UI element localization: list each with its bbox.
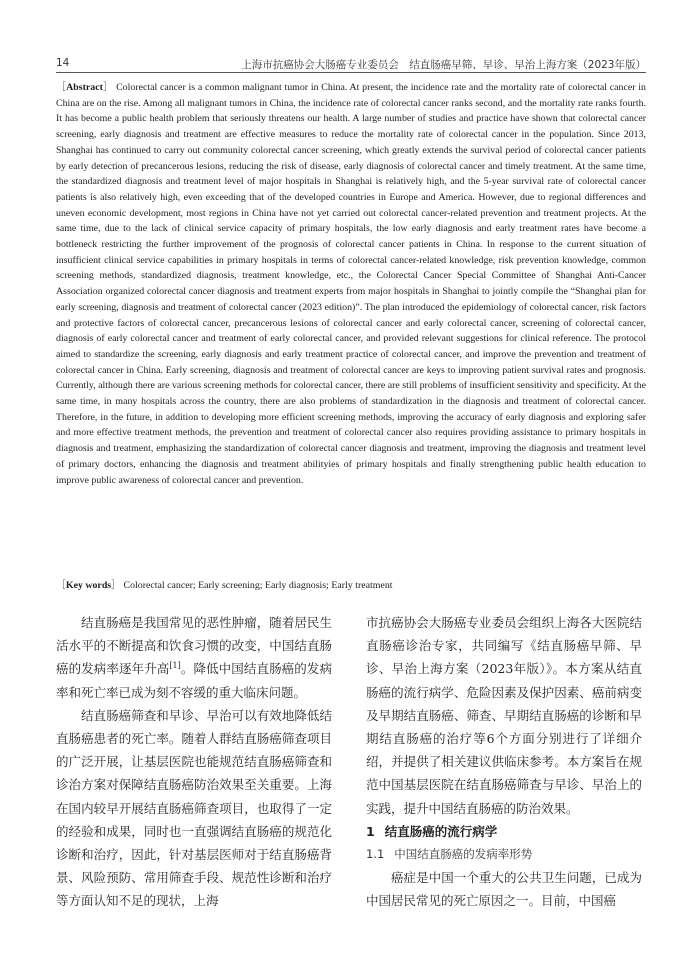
intro-paragraph-1: 结直肠癌是我国常见的恶性肿瘤，随着居民生活水平的不断提高和饮食习惯的改变，中国结直肠癌的发病率逐年升高[1]。降低中国结直肠癌的发病率和死亡率已成为刻不容缓的重大临床问题。 [56, 615, 332, 700]
keywords-block: ［Key words］ Colorectal cancer; Early screening; Early diagnosis; Early treatment [56, 580, 393, 591]
intro-paragraph-2: 结直肠癌筛查和早诊、早治可以有效地降低结直肠癌患者的死亡率。随着人群结直肠癌筛查项目的广泛开展，让基层医院也能规范结直肠癌筛查和诊治方案对保障结直肠癌防治效果至关重要。上海在国内较早开展结直肠癌筛查项目，也取得了一定的经验和成果，同时也一直强调结直肠癌的规范化诊断和治疗，因此，针对基层医师对于结直肠癌背景、风险预防、常用筛查手段、规范性诊断和治疗等方面认知不足的现状，上海 [56, 707, 332, 909]
section-heading-1: 1 结直肠癌的流行病学 [366, 823, 498, 839]
page-number: 14 [56, 57, 70, 69]
abstract-text: Colorectal cancer is a common malignant tumor in China. At present, the incidence rate and the mortality rate of colorectal cancer in China are on the rise. Among all malignant tumors in China, the incidence rate of colorectal cancer ranks second, and the mortality rate ranks fourth. It has become a public health problem that seriously threatens our health. A large number of studies and practice have shown that colorectal cancer screening, early diagnosis and treatment are effective measures to reduce the mortality rate of colorectal cancer in the population. Since 2013, Shanghai has continued to carry out community colorectal cancer screening, which greatly extends the survival period of colorectal cancer patients by early detection of precancerous lesions, reducing the risk of disease, early diagnosis of colorectal cancer and timely treatment. At the same time, the standardized diagnosis and treatment level of major hospitals in Shanghai is relatively high, and the 5-year survival rate of colorectal cancer patients is also relatively high, even exceeding that of the developed countries in Europe and America. However, due to regional differences and uneven economic development, most regions in China have not yet carried out colorectal cancer-related prevention and treatment projects. At the same time, due to the lack of clinical service capacity of primary hospitals, the low early diagnosis and early treatment rates have become a bottleneck restricting the further improvement of the prognosis of colorectal cancer patients in China. In response to the current situation of insufficient clinical service capabilities in primary hospitals in terms of colorectal cancer-related knowledge, risk prevention knowledge, common screening methods, standardized diagnosis, treatment knowledge, etc., the Colorectal Cancer Special Committee of Shanghai Anti-Cancer Association organized colorectal cancer diagnosis and treatment experts from major hospitals in Shanghai to jointly compile the “Shanghai plan for early screening, diagnosis and treatment of colorectal cancer (2023 edition)”. The plan introduced the epidemiology of colorectal cancer, risk factors and protective factors of colorectal cancer, precancerous lesions of colorectal cancer and early colorectal cancer, screening of colorectal cancer, diagnosis of early colorectal cancer and treatment of early colorectal cancer, and provided relevant suggestions for clinical reference. The protocol aimed to standardize the screening, early diagnosis and early treatment practice of colorectal cancer, and improve the prevention and treatment of colorectal cancer in China. Early screening, diagnosis and treatment of colorectal cancer are keys to improving patient survival rates and prognosis. Currently, although there are various screening methods for colorectal cancer, there are still problems of insufficient sensitivity and specificity. At the same time, in many hospitals across the country, there are also problems of standardization in the diagnosis and treatment of colorectal cancer. Therefore, in the future, in addition to developing more efficient screening methods, improving the accuracy of early diagnosis and exploring safer and more effective treatment methods, the prevention and treatment of colorectal cancer also requires providing assistance to primary hospitals in diagnosis and treatment, emphasizing the standardization of colorectal cancer diagnosis and treatment, improving the diagnosis and treatment level of primary doctors, enhancing the diagnosis and treatment abilityies of primary hospitals and finally strengthening public health education to improve public awareness of colorectal cancer and prevention. [56, 82, 646, 486]
intro-paragraph-2-continued: 市抗癌协会大肠癌专业委员会组织上海各大医院结直肠癌诊治专家，共同编写《结直肠癌早筛、早诊、早治上海方案（2023年版）》。本方案从结直肠癌的流行病学、危险因素及保护因素、癌前病变及早期结直肠癌、筛查、早期结直肠癌的诊断和早期结直肠癌的治疗等6个方面分别进行了详细介绍，并提供了相关建议供临床参考。本方案旨在规范中国基层医院在结直肠癌筛查与早诊、早治上的实践，提升中国结直肠癌的防治效果。 [366, 615, 642, 816]
abstract-block: ［Abstract］ Colorectal cancer is a common malignant tumor in China. At present, the incidence rate and the mortality rate of colorectal cancer in China are on the rise. Among all malignant tumors in China, the incidence rate of colorectal cancer ranks second, and the mortality rate ranks fourth. It has become a public health problem that seriously threatens our health. A large number of studies and practice have shown that colorectal cancer screening, early diagnosis and treatment are effective measures to reduce the mortality rate of colorectal cancer in the population. Since 2013, Shanghai has continued to carry out community colorectal cancer screening, which greatly extends the survival period of colorectal cancer patients by early detection of precancerous lesions, reducing the risk of disease, early diagnosis of colorectal cancer and timely treatment. At the same time, the standardized diagnosis and treatment level of major hospitals in Shanghai is relatively high, and the 5-year survival rate of colorectal cancer patients is also relatively high, even exceeding that of the developed countries in Europe and America. However, due to regional differences and uneven economic development, most regions in China have not yet carried out colorectal cancer-related prevention and treatment projects. At the same time, due to the lack of clinical service capacity of primary hospitals, the low early diagnosis and early treatment rates have become a bottleneck restricting the further improvement of the prognosis of colorectal cancer patients in China. In response to the current situation of insufficient clinical service capabilities in primary hospitals in terms of colorectal cancer-related knowledge, risk prevention knowledge, common screening methods, standardized diagnosis, treatment knowledge, etc., the Colorectal Cancer Special Committee of Shanghai Anti-Cancer Association organized colorectal cancer diagnosis and treatment experts from major hospitals in Shanghai to jointly compile the “Shanghai plan for early screening, diagnosis and treatment of colorectal cancer (2023 edition)”. The plan introduced the epidemiology of colorectal cancer, risk factors and protective factors of colorectal cancer, precancerous lesions of colorectal cancer and early colorectal cancer, screening of colorectal cancer, diagnosis of early colorectal cancer and treatment of early colorectal cancer, and provided relevant suggestions for clinical reference. The protocol aimed to standardize the screening, early diagnosis and early treatment practice of colorectal cancer, and improve the prevention and treatment of colorectal cancer in China. Early screening, diagnosis and treatment of colorectal cancer are keys to improving patient survival rates and prognosis. Currently, although there are various screening methods for colorectal cancer, there are still problems of insufficient sensitivity and specificity. At the same time, in many hospitals across the country, there are also problems of standardization in the diagnosis and treatment of colorectal cancer. Therefore, in the future, in addition to developing more efficient screening methods, improving the accuracy of early diagnosis and exploring safer and more effective treatment methods, the prevention and treatment of colorectal cancer also requires providing assistance to primary hospitals in diagnosis and treatment, emphasizing the standardization of colorectal cancer diagnosis and treatment, improving the diagnosis and treatment level of primary doctors, enhancing the diagnosis and treatment abilityies of primary hospitals and finally strengthening public health education to improve public awareness of colorectal cancer and prevention. [56, 82, 646, 486]
keywords-label: Key words [65, 580, 112, 591]
subsection-heading-1-1: 1.1 中国结直肠癌的发病率形势 [366, 847, 533, 862]
header-rule [56, 72, 646, 73]
running-header [56, 54, 646, 72]
body-column-left [56, 611, 332, 913]
abstract-label: Abstract [66, 82, 103, 93]
keywords-text: Colorectal cancer; Early screening; Early diagnosis; Early treatment [123, 580, 393, 591]
body-column-right [366, 611, 642, 913]
running-title: 上海市抗癌协会大肠癌专业委员会 结直肠癌早筛、早诊、早治上海方案（2023年版） [241, 59, 646, 71]
citation-ref[interactable]: [1] [169, 661, 181, 671]
section-1-1-paragraph: 癌症是中国一个重大的公共卫生问题，已成为中国居民常见的死亡原因之一。目前，中国癌 [366, 870, 642, 909]
